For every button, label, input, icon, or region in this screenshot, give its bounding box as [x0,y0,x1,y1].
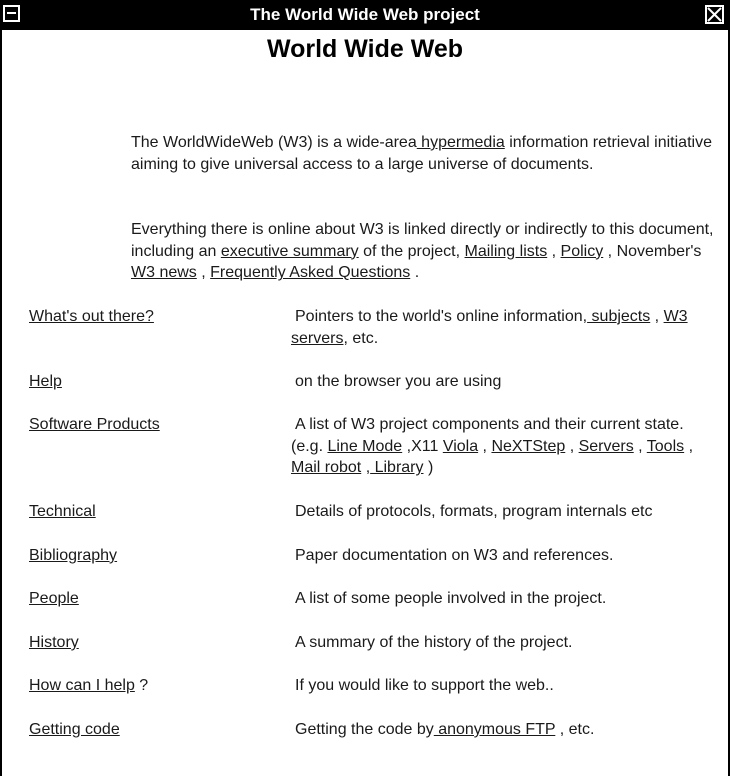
viola-link[interactable]: Viola [442,437,479,455]
software-products-link[interactable]: Software Products [29,416,160,433]
history-link[interactable]: History [29,634,79,651]
desc-text: A list of W3 project components and their current state. (e.g. [291,416,684,455]
everything-text-2: of the project, [358,242,465,260]
line-mode-link[interactable]: Line Mode [327,437,403,455]
desc-text: , [650,308,664,325]
help-desc [291,371,716,393]
desc-text: Details of protocols, formats, program internals etc [295,503,653,520]
desc-text: , [478,437,492,455]
help-link[interactable]: Help [29,373,62,390]
question-mark: ? [134,677,149,694]
whats-out-there-link[interactable]: What's out there? [29,308,154,325]
title-bar [0,0,730,30]
intro-text: The WorldWideWeb (W3) is a wide-area [131,134,417,151]
desc-text: Getting the code by [295,721,434,738]
how-can-i-help-term [29,675,148,697]
desc-text: ) [423,459,434,477]
everything-paragraph [131,219,721,284]
intro-paragraph [131,132,721,175]
desc-text: , [633,437,647,455]
desc-text: , etc. [343,329,379,347]
executive-summary-link[interactable]: executive summary [220,242,359,260]
technical-desc [291,501,716,523]
intro-text-2: information retrieval initiative aiming to give universal access to a large universe of documents. [131,134,712,173]
w3-servers-link[interactable]: W3 servers [291,308,688,347]
tools-link[interactable]: Tools [646,437,685,455]
desc-text: , etc. [555,721,595,738]
period: . [410,264,420,282]
desc-text: A summary of the history of the project. [295,634,573,651]
hypermedia-link[interactable]: hypermedia [416,134,505,151]
getting-code-link[interactable]: Getting code [29,721,120,738]
page-title: World Wide Web [266,35,464,63]
mailing-lists-link[interactable]: Mailing lists [464,242,548,260]
desc-text: , [684,437,694,455]
how-can-i-help-link[interactable]: How can I help [29,677,135,694]
desc-text: ,X11 [402,437,443,455]
technical-link[interactable]: Technical [29,503,96,520]
close-icon[interactable] [705,5,724,24]
nextstep-link[interactable]: NeXTStep [491,437,566,455]
getting-code-desc [291,719,716,741]
faq-link[interactable]: Frequently Asked Questions [210,264,411,282]
mail-robot-link[interactable]: Mail robot [291,459,362,477]
w3-news-link[interactable]: W3 news [131,264,197,282]
everything-text-3: , November's [603,242,702,260]
window-title: The World Wide Web project [250,5,480,24]
people-link[interactable]: People [29,590,79,607]
software-products-desc [291,414,716,479]
desc-text: If you would like to support the web.. [295,677,554,694]
policy-link[interactable]: Policy [560,242,604,260]
separator: , [547,242,561,260]
history-desc [291,632,716,654]
servers-link[interactable]: Servers [578,437,634,455]
library-link[interactable]: Library [370,459,424,477]
desc-text: , [565,437,579,455]
separator: , [196,264,211,282]
desc-text: Paper documentation on W3 and references. [295,547,614,564]
desc-text: , [361,459,371,477]
how-can-i-help-desc [291,675,716,697]
whats-out-there-desc [291,306,716,349]
bibliography-link[interactable]: Bibliography [29,547,118,564]
desc-text: on the browser you are using [295,373,502,390]
desc-text: Pointers to the world's online information, [295,308,588,325]
people-desc [291,588,716,610]
everything-text: Everything there is online about W3 is linked directly or indirectly to this document, including an [131,221,714,260]
desc-text: A list of some people involved in the project. [295,590,607,607]
subjects-link[interactable]: subjects [587,308,651,325]
window-border-left [0,30,2,776]
bibliography-desc [291,545,716,567]
anonymous-ftp-link[interactable]: anonymous FTP [433,721,556,738]
